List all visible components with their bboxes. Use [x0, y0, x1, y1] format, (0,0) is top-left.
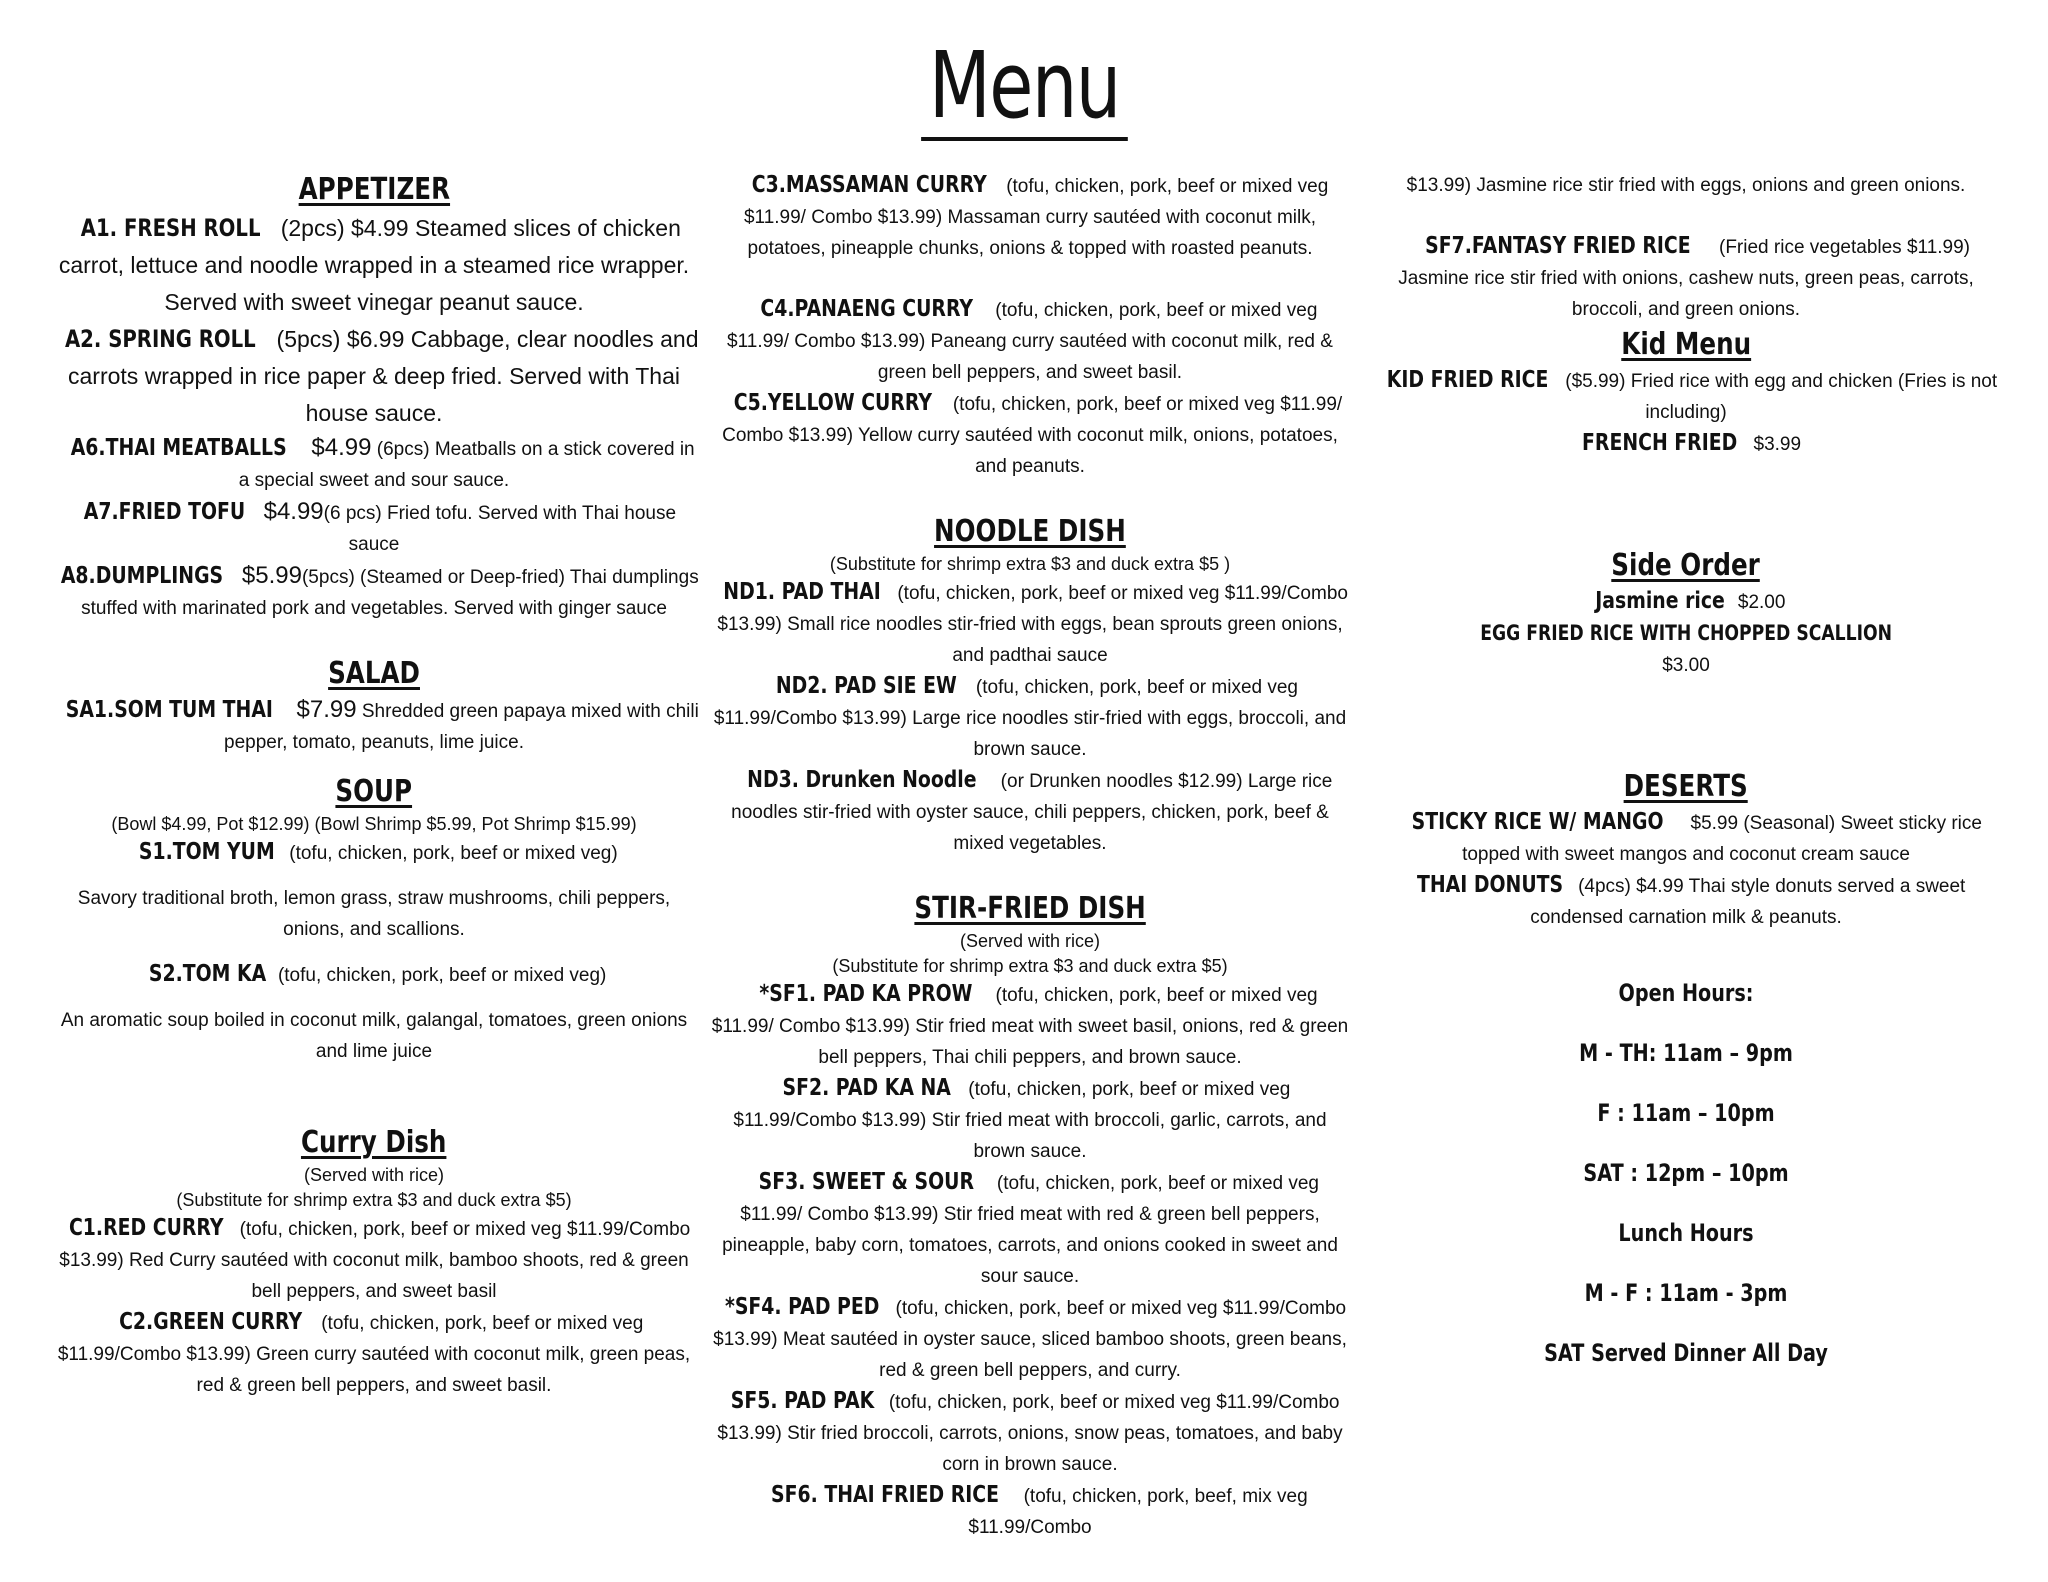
soup-section	[48, 772, 700, 1067]
item-name: EGG FRIED RICE WITH CHOPPED SCALLION	[1480, 621, 1892, 645]
item-name: Jasmine rice	[1594, 588, 1725, 614]
menu-item-a8	[48, 560, 700, 624]
curry-heading: Curry Dish	[301, 1125, 447, 1160]
menu-item-nd1	[710, 577, 1350, 671]
lunch-hours-mon-fri: M - F : 11am - 3pm	[1584, 1279, 1788, 1307]
noodle-note: (Substitute for shrimp extra $3 and duck extra $5 )	[829, 554, 1231, 574]
stir-fried-heading: STIR-FRIED DISH	[914, 891, 1146, 926]
item-name: A1. FRESH ROLL	[80, 214, 261, 242]
menu-item-a1	[48, 210, 700, 321]
hours-sat: SAT : 12pm – 10pm	[1583, 1159, 1789, 1187]
menu-item-c2	[48, 1307, 700, 1401]
appetizer-section	[48, 170, 700, 624]
curry-note-rice: (Served with rice)	[303, 1165, 445, 1185]
item-name: SA1.SOM TUM THAI	[65, 697, 274, 723]
column-middle	[710, 170, 1350, 1543]
menu-item-c4	[710, 294, 1350, 388]
lunch-hours-heading: Lunch Hours	[1618, 1219, 1754, 1247]
soup-note: (Bowl $4.99, Pot $12.99) (Bowl Shrimp $5.99, Pot Shrimp $15.99)	[111, 814, 637, 834]
menu-item-sf7	[1366, 231, 2006, 325]
item-price: $4.99	[256, 498, 324, 525]
item-desc: $3.99	[1748, 434, 1802, 455]
item-name: SF6. THAI FRIED RICE	[771, 1482, 1000, 1508]
item-price: $7.99	[289, 696, 357, 723]
menu-item-sf6	[710, 1480, 1350, 1543]
menu-item-c5	[710, 388, 1350, 482]
appetizer-heading: APPETIZER	[298, 172, 450, 207]
deserts-section	[1366, 767, 2006, 933]
curry-note-substitute: (Substitute for shrimp extra $3 and duck extra $5)	[176, 1190, 572, 1210]
item-desc: Shredded green papaya mixed with chili pepper, tomato, peanuts, lime juice.	[224, 701, 699, 753]
column-right	[1366, 170, 2006, 1383]
menu-item-sf1	[710, 979, 1350, 1073]
sat-dinner-note: SAT Served Dinner All Day	[1544, 1339, 1828, 1367]
menu-item-sa1	[48, 694, 700, 758]
item-name: A6.THAI MEATBALLS	[71, 435, 288, 461]
salad-section	[48, 654, 700, 758]
item-desc: (tofu, chicken, pork, beef or mixed veg $11.99/ Combo $13.99) Stir fried meat with sweet basil, onions, red & green bell peppers, Thai chili peppers, and brown sauce.	[711, 985, 1349, 1068]
item-desc: (tofu, chicken, pork, beef or mixed veg $11.99/Combo $13.99) Small rice noodles stir-fried with eggs, bean sprouts green onions, and padthai sauce	[717, 583, 1348, 666]
menu-item-sf3	[710, 1167, 1350, 1292]
item-desc: (6pcs) Meatballs on a stick covered in a special sweet and sour sauce.	[238, 439, 695, 491]
item-name: ND2. PAD SIE EW	[775, 673, 957, 699]
menu-item-sf6-continued: $13.99) Jasmine rice stir fried with eggs, onions and green onions.	[1406, 175, 1966, 196]
item-name: SF7.FANTASY FRIED RICE	[1425, 233, 1691, 259]
item-desc: (tofu, chicken, pork, beef or mixed veg $11.99/ Combo $13.99) Massaman curry sautéed with coconut milk, potatoes, pineapple chunks, onions & topped with roasted peanuts.	[743, 176, 1329, 259]
item-name: C2.GREEN CURRY	[118, 1309, 302, 1335]
item-desc: $5.99 (Seasonal) Sweet sticky rice topped with sweet mangos and coconut cream sauce	[1462, 813, 1982, 865]
menu-title-wrap	[0, 32, 2048, 141]
item-name: STICKY RICE W/ MANGO	[1411, 809, 1664, 835]
item-name: C4.PANAENG CURRY	[759, 296, 973, 322]
item-desc: (4pcs) $4.99 Thai style donuts served a sweet condensed carnation milk & peanuts.	[1530, 876, 1966, 928]
item-desc: (5pcs) $6.99 Cabbage, clear noodles and carrots wrapped in rice paper & deep fried. Served with Thai house sauce.	[68, 326, 699, 426]
item-name: ND1. PAD THAI	[723, 579, 881, 605]
menu-item-s1	[48, 837, 700, 869]
menu-item-a6	[48, 432, 700, 496]
item-name: A2. SPRING ROLL	[64, 325, 256, 353]
stir-fried-section	[710, 889, 1350, 1543]
s2-description: An aromatic soup boiled in coconut milk, galangal, tomatoes, green onions and lime juice	[60, 1010, 688, 1062]
item-name: C1.RED CURRY	[68, 1215, 224, 1241]
item-desc: (tofu, chicken, pork, beef or mixed veg $11.99/Combo $13.99) Large rice noodles stir-fried with eggs, broccoli, and brown sauce.	[713, 677, 1347, 760]
menu-item-sf5	[710, 1386, 1350, 1480]
item-name: THAI DONUTS	[1416, 872, 1563, 898]
item-desc: (or Drunken noodles $12.99) Large rice noodles stir-fried with oyster sauce, chili peppers, chicken, pork, beef & mixed vegetables.	[731, 771, 1333, 854]
item-name: SF2. PAD KA NA	[782, 1075, 951, 1101]
item-name: C5.YELLOW CURRY	[733, 390, 932, 416]
item-desc: (tofu, chicken, pork, beef or mixed veg $11.99/Combo $13.99) Meat sautéed in oyster sauce, sliced bamboo shoots, green beans, red & green bell peppers, and curry.	[713, 1298, 1347, 1381]
item-price: $4.99	[304, 434, 372, 461]
item-name: KID FRIED RICE	[1386, 367, 1549, 393]
item-desc: (tofu, chicken, pork, beef, mix veg $11.99/Combo	[968, 1486, 1308, 1538]
menu-item-c3	[710, 170, 1350, 264]
item-desc: (tofu, chicken, pork, beef or mixed veg $11.99/Combo $13.99) Stir fried meat with broccoli, garlic, carrots, and brown sauce.	[733, 1079, 1327, 1162]
item-name: A7.FRIED TOFU	[83, 499, 246, 525]
stir-fried-note-substitute: (Substitute for shrimp extra $3 and duck extra $5)	[832, 956, 1228, 976]
item-name: A8.DUMPLINGS	[61, 563, 224, 589]
menu-item-sf2	[710, 1073, 1350, 1167]
menu-item-sf4	[710, 1292, 1350, 1386]
noodle-section	[710, 512, 1350, 859]
menu-item-nd2	[710, 671, 1350, 765]
item-desc: (Fried rice vegetables $11.99) Jasmine rice stir fried with onions, cashew nuts, green peas, carrots, broccoli, and green onions.	[1398, 237, 1974, 320]
egg-fried-rice-price: $3.00	[1662, 655, 1710, 676]
menu-item-french-fried	[1366, 428, 2006, 460]
kid-menu-heading: Kid Menu	[1621, 327, 1751, 362]
menu-item-a7	[48, 496, 700, 560]
menu-item-jasmine-rice	[1366, 586, 2006, 618]
salad-heading: SALAD	[328, 656, 420, 691]
item-desc: (tofu, chicken, pork, beef or mixed veg)	[272, 965, 607, 986]
item-desc: (tofu, chicken, pork, beef or mixed veg $11.99/Combo $13.99) Stir fried broccoli, carrots, onions, snow peas, tomatoes, and baby corn in brown sauce.	[717, 1392, 1343, 1475]
menu-item-egg-fried-rice	[1366, 618, 2006, 650]
item-desc: $2.00	[1732, 592, 1786, 613]
menu-item-kid-fried-rice	[1366, 365, 2006, 428]
hours-mon-thu: M - TH: 11am – 9pm	[1579, 1039, 1793, 1067]
item-desc: (2pcs) $4.99 Steamed slices of chicken carrot, lettuce and noodle wrapped in a steamed rice wrapper. Served with sweet vinegar peanut sauce.	[58, 215, 690, 315]
item-name: *SF1. PAD KA PROW	[759, 981, 973, 1007]
curry-section	[48, 1123, 700, 1401]
menu-item-sticky-rice	[1366, 807, 2006, 870]
menu-item-c1	[48, 1213, 700, 1307]
item-name: C3.MASSAMAN CURRY	[751, 172, 987, 198]
menu-item-thai-donuts	[1366, 870, 2006, 933]
item-desc: (6 pcs) Fried tofu. Served with Thai house sauce	[323, 503, 677, 555]
s1-description: Savory traditional broth, lemon grass, straw mushrooms, chili peppers, onions, and scallions.	[77, 888, 671, 940]
item-name: ND3. Drunken Noodle	[746, 767, 977, 793]
item-desc: (tofu, chicken, pork, beef or mixed veg $11.99/Combo $13.99) Red Curry sautéed with coconut milk, bamboo shoots, red & green bell peppers, and sweet basil	[59, 1219, 691, 1302]
menu-item-s2	[48, 959, 700, 991]
deserts-heading: DESERTS	[1623, 769, 1749, 804]
column-left	[48, 170, 700, 1401]
item-name: SF3. SWEET & SOUR	[758, 1169, 974, 1195]
item-desc: (tofu, chicken, pork, beef or mixed veg $11.99/ Combo $13.99) Yellow curry sautéed with coconut milk, onions, potatoes, and peanuts.	[722, 394, 1343, 477]
item-desc: (tofu, chicken, pork, beef or mixed veg $11.99/Combo $13.99) Green curry sautéed with coconut milk, green peas, red & green bell peppers, and sweet basil.	[57, 1313, 691, 1396]
item-desc: (tofu, chicken, pork, beef or mixed veg)	[283, 843, 618, 864]
menu-item-nd3	[710, 765, 1350, 859]
noodle-heading: NOODLE DISH	[934, 514, 1126, 549]
menu-item-a2	[48, 321, 700, 432]
item-desc: (tofu, chicken, pork, beef or mixed veg $11.99/ Combo $13.99) Stir fried meat with red & green bell peppers, pineapple, baby corn, tomatoes, carrots, and onions cooked in sweet and sour sauce.	[722, 1173, 1338, 1287]
item-name: FRENCH FRIED	[1581, 430, 1738, 456]
soup-heading: SOUP	[335, 774, 413, 809]
item-name: *SF4. PAD PED	[724, 1294, 880, 1320]
side-order-heading: Side Order	[1611, 548, 1761, 583]
item-desc: (tofu, chicken, pork, beef or mixed veg $11.99/ Combo $13.99) Paneang curry sautéed with coconut milk, red & green bell peppers, and sweet basil.	[727, 300, 1333, 383]
open-hours-heading: Open Hours:	[1618, 979, 1754, 1007]
hours-section	[1366, 963, 2006, 1383]
item-desc: (5pcs) (Steamed or Deep-fried) Thai dumplings stuffed with marinated pork and vegetables. Served with ginger sauce	[81, 567, 699, 619]
side-order-section	[1366, 546, 2006, 681]
item-name: S1.TOM YUM	[139, 839, 276, 865]
item-price: $5.99	[235, 562, 302, 589]
item-name: S2.TOM KA	[148, 961, 266, 987]
page-title: Menu	[921, 38, 1127, 141]
hours-fri: F : 11am – 10pm	[1597, 1099, 1775, 1127]
item-name: SF5. PAD PAK	[730, 1388, 874, 1414]
item-desc: ($5.99) Fried rice with egg and chicken (Fries is not including)	[1559, 371, 1998, 423]
stir-fried-note-rice: (Served with rice)	[959, 931, 1101, 951]
kid-menu-section	[1366, 325, 2006, 460]
